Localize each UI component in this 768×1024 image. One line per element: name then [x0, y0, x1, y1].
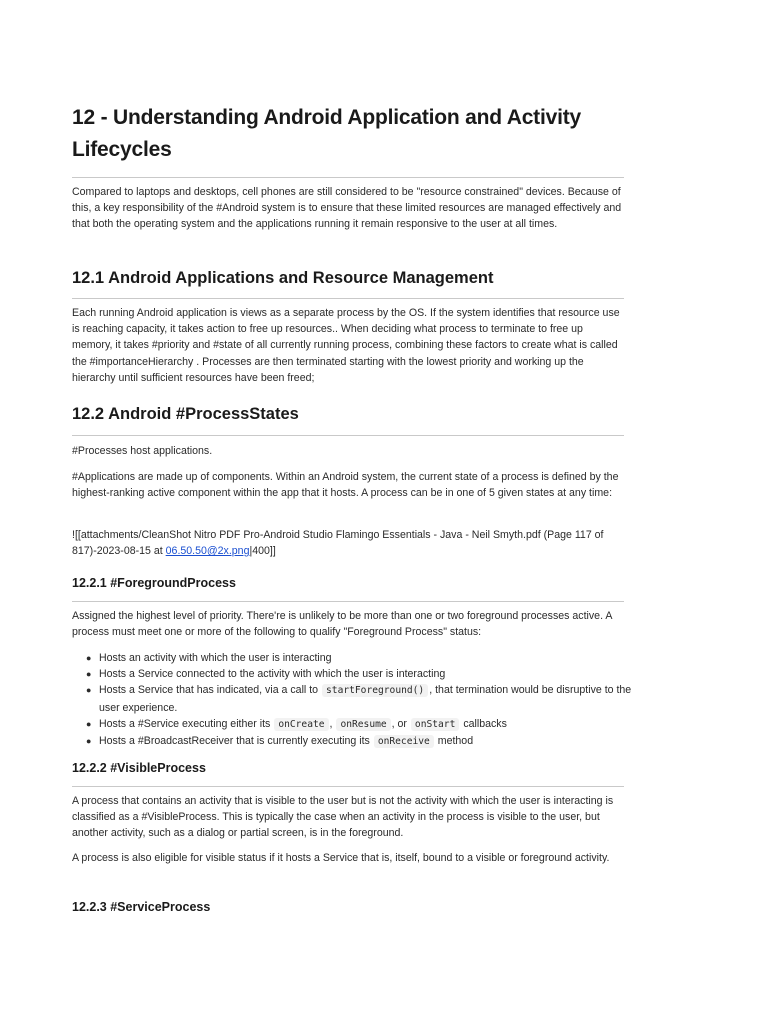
- list-item: ● Hosts a Service that has indicated, via a call to startForeground() , that termination would be disruptive to the user experience.: [86, 684, 632, 714]
- section-heading-12-2: 12.2 Android #ProcessStates: [72, 405, 299, 423]
- title-divider: [72, 177, 624, 178]
- section-12-1-divider: [72, 298, 624, 299]
- list-item: ● Hosts a Service connected to the activity with which the user is interacting: [99, 666, 651, 682]
- section-heading-12-2-3: 12.2.3 #ServiceProcess: [72, 900, 211, 914]
- inline-code: onStart: [411, 718, 459, 731]
- intro-paragraph: Compared to laptops and desktops, cell phones are still considered to be "resource constrained" devices. Because of this, a key responsibility of the #Android system is to ensure that these limited resources are managed effectively and that both the operating system and the applications running it remain responsive to the user at all times.: [72, 186, 622, 231]
- inline-code: startForeground(): [322, 684, 428, 697]
- inline-code: onReceive: [374, 735, 434, 748]
- section-heading-12-1: 12.1 Android Applications and Resource Management: [72, 269, 494, 287]
- foreground-criteria-list: [72, 650, 651, 750]
- section-12-2-2-paragraph-1: A process that contains an activity that is visible to the user but is not the activity with which the user is interacting is classified as a #VisibleProcess. This is typically the case when an activity in the process is visible to the user, but another activity, such as a dialog or partial screen, is in the foreground.: [72, 795, 614, 840]
- embed-text: ![[attachments/CleanShot Nitro PDF Pro-Android Studio Flamingo Essentials - Java - Neil Smyth.pdf (Page 117 of 817)-2023-08-15 at: [72, 529, 604, 558]
- section-12-2-2-paragraph-2: A process is also eligible for visible status if it hosts a Service that is, itself, bound to a visible or foreground activity.: [72, 852, 610, 864]
- section-12-1-paragraph: Each running Android application is views as a separate process by the OS. If the system identifies that resource use is reaching capacity, it takes action to free up resources.. When deciding what process to terminate to free up memory, it takes #priority and #state of all currently running process, combining these factors to create what is called the #importanceHierarchy . Processes are then terminated starting with the lowest priority and working up the hierarchy until sufficient resources have been freed;: [72, 307, 620, 384]
- bullet-icon: ●: [86, 685, 92, 696]
- page-title: 12 - Understanding Android Application and Activity Lifecycles: [72, 106, 581, 161]
- section-12-2-paragraph-1: #Processes host applications.: [72, 445, 213, 457]
- list-item: ● Hosts an activity with which the user is interacting: [99, 650, 651, 666]
- attachment-link[interactable]: 06.50.50@2x.png: [165, 545, 250, 558]
- bullet-icon: ●: [86, 718, 92, 729]
- inline-code: onResume: [336, 718, 390, 731]
- inline-code: onCreate: [274, 718, 328, 731]
- bullet-icon: ●: [86, 736, 92, 747]
- section-12-2-1-divider: [72, 601, 624, 602]
- bullet-icon: ●: [86, 653, 92, 663]
- bullet-icon: ●: [86, 669, 92, 680]
- section-12-2-paragraph-2: #Applications are made up of components. Within an Android system, the current state of a process is defined by the highest-ranking active component within the app that it hosts. A process can be in one of 5 given states at any time:: [72, 471, 619, 500]
- embed-suffix: |400]]: [249, 545, 276, 558]
- list-item: ● Hosts a #Service executing either its onCreate , onResume , or onStart callbacks: [99, 716, 651, 733]
- section-heading-12-2-2: 12.2.2 #VisibleProcess: [72, 761, 206, 775]
- list-item: ● Hosts a #BroadcastReceiver that is currently executing its onReceive method: [99, 733, 651, 750]
- section-12-2-1-paragraph: Assigned the highest level of priority. There're is unlikely to be more than one or two foreground processes active. A process must meet one or more of the following to qualify "Foreground Process" status:: [72, 610, 612, 639]
- section-12-2-2-divider: [72, 786, 624, 787]
- section-heading-12-2-1: 12.2.1 #ForegroundProcess: [72, 576, 236, 590]
- attachment-embed-paragraph: [72, 527, 624, 559]
- section-12-2-divider: [72, 435, 624, 436]
